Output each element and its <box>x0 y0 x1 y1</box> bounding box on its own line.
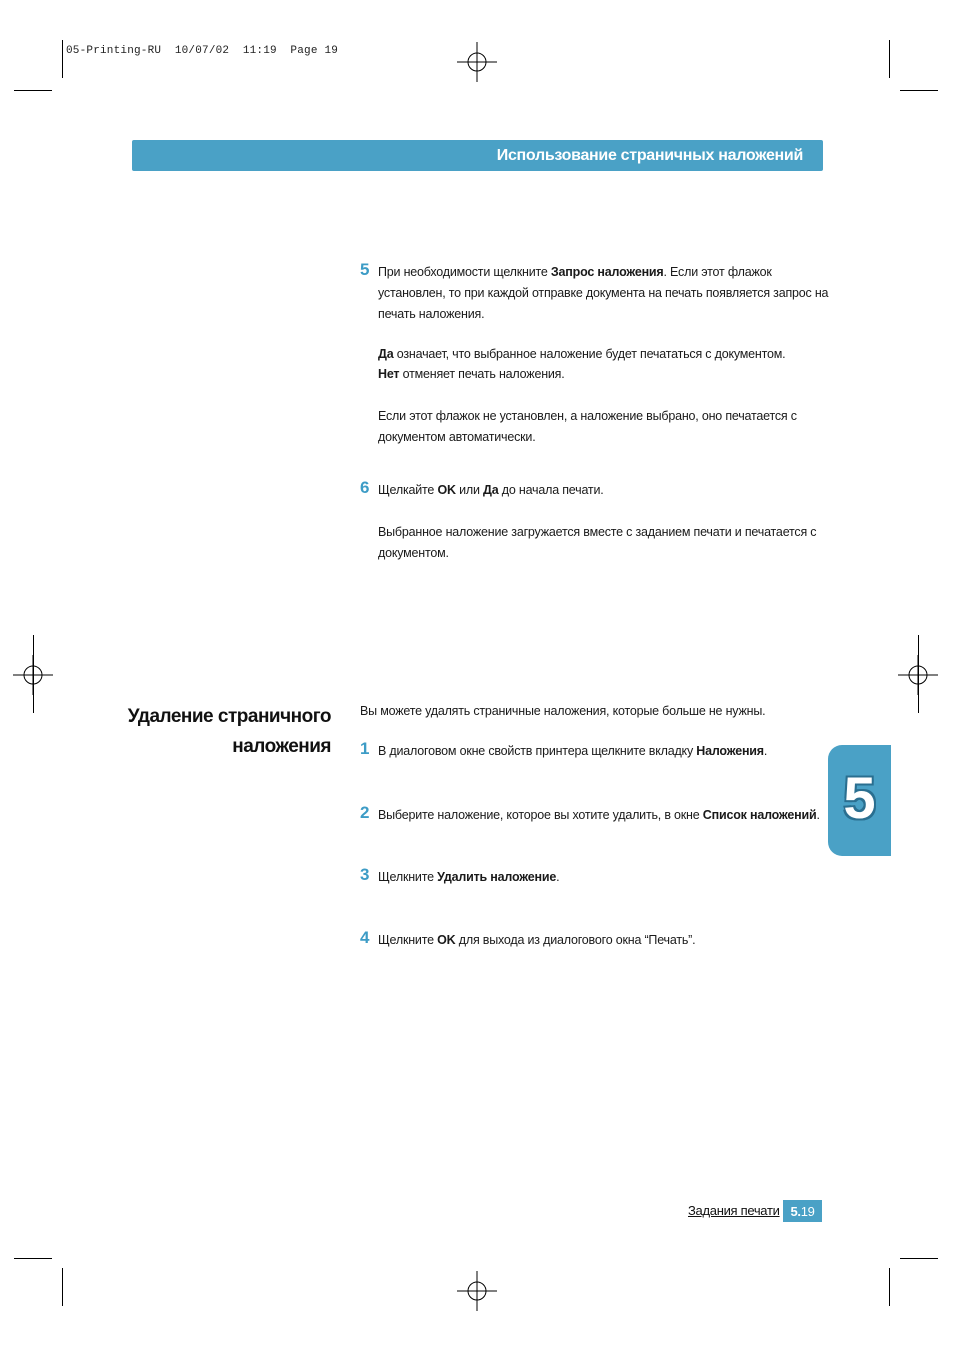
step-text: В диалоговом окне свойств принтера щелкните вкладку Наложения. <box>378 744 768 758</box>
step-6 <box>360 480 830 501</box>
yes-line: Да означает, что выбранное наложение будет печататься с документом. <box>378 347 786 361</box>
chapter-number: 5 <box>843 766 876 831</box>
step-text: Щелкните Удалить наложение. <box>378 870 560 884</box>
crop-mark <box>14 1258 52 1259</box>
crop-mark <box>900 90 938 91</box>
registration-mark-icon <box>457 1271 497 1311</box>
step-number: 5 <box>360 260 370 279</box>
step-number: 1 <box>360 739 370 758</box>
step-text: Выберите наложение, которое вы хотите удалить, в окне Список наложений. <box>378 808 820 822</box>
step-number: 6 <box>360 478 370 497</box>
crop-mark <box>62 1268 63 1306</box>
step-text: Щелкните OK для выхода из диалогового окна “Печать”. <box>378 933 696 947</box>
crop-mark <box>33 635 34 713</box>
registration-mark-icon <box>457 42 497 82</box>
paragraph: Выбранное наложение загружается вместе с заданием печати и печатается с документом. <box>378 525 817 560</box>
paragraph: Если этот флажок не установлен, а наложение выбрано, оно печатается с документом автоматически. <box>378 409 797 444</box>
step-5 <box>360 262 830 325</box>
step-text: При необходимости щелкните Запрос наложения. Если этот флажок установлен, то при каждой отправке документа на печать появляется запрос на печать наложения. <box>378 265 829 321</box>
delete-step-3 <box>360 867 830 888</box>
footer-chapter-label: Задания печати <box>688 1203 780 1218</box>
crop-mark <box>14 90 52 91</box>
delete-step-4 <box>360 930 830 951</box>
chapter-tab <box>828 745 891 856</box>
crop-mark <box>900 1258 938 1259</box>
delete-step-2 <box>360 805 830 826</box>
section-intro: Вы можете удалять страничные наложения, которые больше не нужны. <box>360 704 766 718</box>
step-number: 3 <box>360 865 370 884</box>
print-slug: 05-Printing-RU 10/07/02 11:19 Page 19 <box>66 45 339 57</box>
crop-mark <box>918 635 919 713</box>
crop-mark <box>889 1268 890 1306</box>
step-number: 2 <box>360 803 370 822</box>
step-text: Щелкайте OK или Да до начала печати. <box>378 483 604 497</box>
section-title: Удаление страничного наложения <box>127 706 331 757</box>
crop-mark <box>62 40 63 78</box>
crop-mark <box>889 40 890 78</box>
step-number: 4 <box>360 928 370 947</box>
delete-step-1 <box>360 741 830 762</box>
page-number-badge: 5. 19 <box>783 1200 822 1222</box>
header-title: Использование страничных наложений <box>496 146 803 164</box>
no-line: Нет отменяет печать наложения. <box>378 367 565 381</box>
section-header-bar <box>132 140 823 171</box>
